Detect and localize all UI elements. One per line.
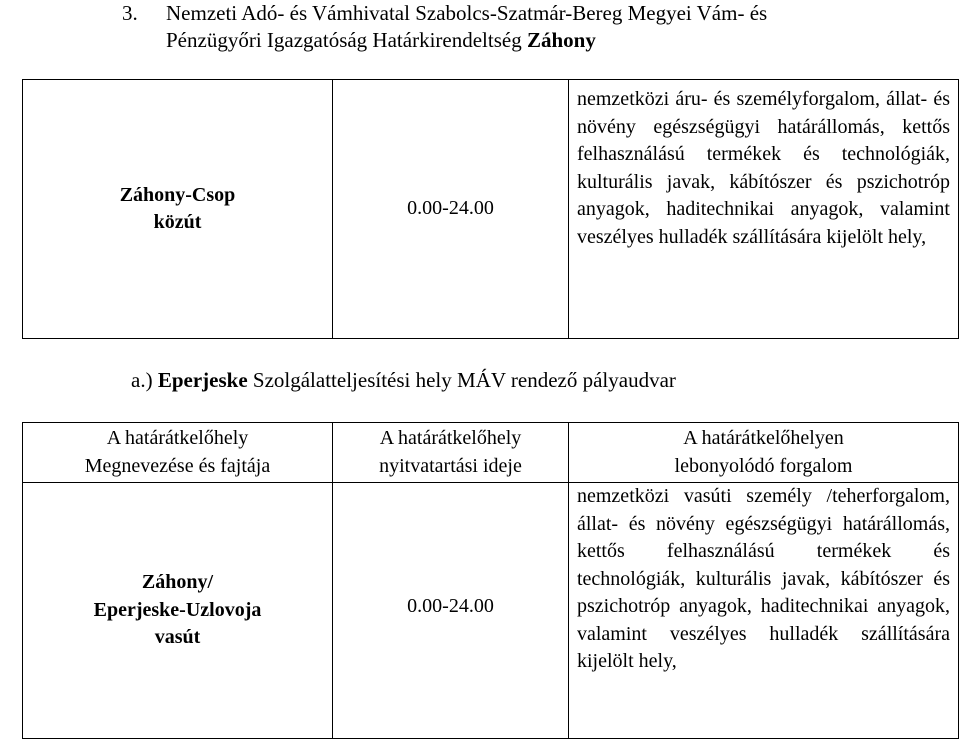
header-col3-line2: lebonyolódó forgalom [674, 454, 853, 477]
opening-hours-cell: 0.00-24.00 [333, 483, 569, 739]
crossing-name-line1: Záhony-Csop [119, 183, 236, 206]
crossing-name-cell [23, 483, 333, 739]
header-col1-line2: Megnevezése és fajtája [84, 454, 271, 477]
header-row [23, 423, 959, 483]
section-number: 3. [122, 1, 138, 25]
header-crossing-name [23, 423, 333, 483]
crossing-table-1 [22, 79, 959, 339]
table-row [23, 483, 959, 739]
section-title-line2-plain: Pénzügyőri Igazgatóság Határkirendeltség [166, 28, 522, 52]
crossing-name-line2: Eperjeske-Uzlovoja [93, 598, 262, 621]
crossing-type: közút [153, 211, 202, 233]
opening-hours-cell: 0.00-24.00 [333, 80, 569, 339]
subheading-location: Eperjeske [157, 368, 248, 392]
subheading-rest: Szolgálatteljesítési hely MÁV rendező pályaudvar [252, 368, 676, 392]
traffic-description-cell: nemzetközi vasúti személy /teherforgalom, állat- és növény egészségügyi határállomás, kettős felhasználású termékek és technológiák, kulturális javak, kábítószer és pszichotróp anyagok, haditechnikai anyagok, valamint veszélyes hulladék szállítására kijelölt hely, [569, 483, 959, 739]
subheading-prefix: a.) [131, 368, 153, 392]
crossing-table-2 [22, 422, 959, 739]
header-col3-line1: A határátkelőhelyen [683, 427, 844, 449]
section-title-line2 [166, 27, 596, 54]
section-title-location: Záhony [526, 28, 596, 52]
table-row [23, 80, 959, 339]
crossing-name-cell [23, 80, 333, 339]
crossing-type: vasút [154, 626, 201, 649]
header-opening-hours [333, 423, 569, 483]
crossing-name-line1: Záhony/ [141, 571, 214, 594]
header-col1-line1: A határátkelőhely [106, 427, 249, 449]
subheading [131, 367, 676, 394]
header-traffic [569, 423, 959, 483]
traffic-description-cell: nemzetközi áru- és személyforgalom, állat- és növény egészségügyi határállomás, kettős felhasználású termékek és technológiák, kulturális javak, kábítószer és pszichotróp anyagok, haditechnikai anyagok, valamint veszélyes hulladék szállítására kijelölt hely, [569, 80, 959, 339]
header-col2-line2: nyitvatartási ideje [379, 454, 522, 477]
header-col2-line1: A határátkelőhely [379, 427, 522, 449]
section-title-line1: Nemzeti Adó- és Vámhivatal Szabolcs-Szatmár-Bereg Megyei Vám- és [166, 1, 768, 25]
